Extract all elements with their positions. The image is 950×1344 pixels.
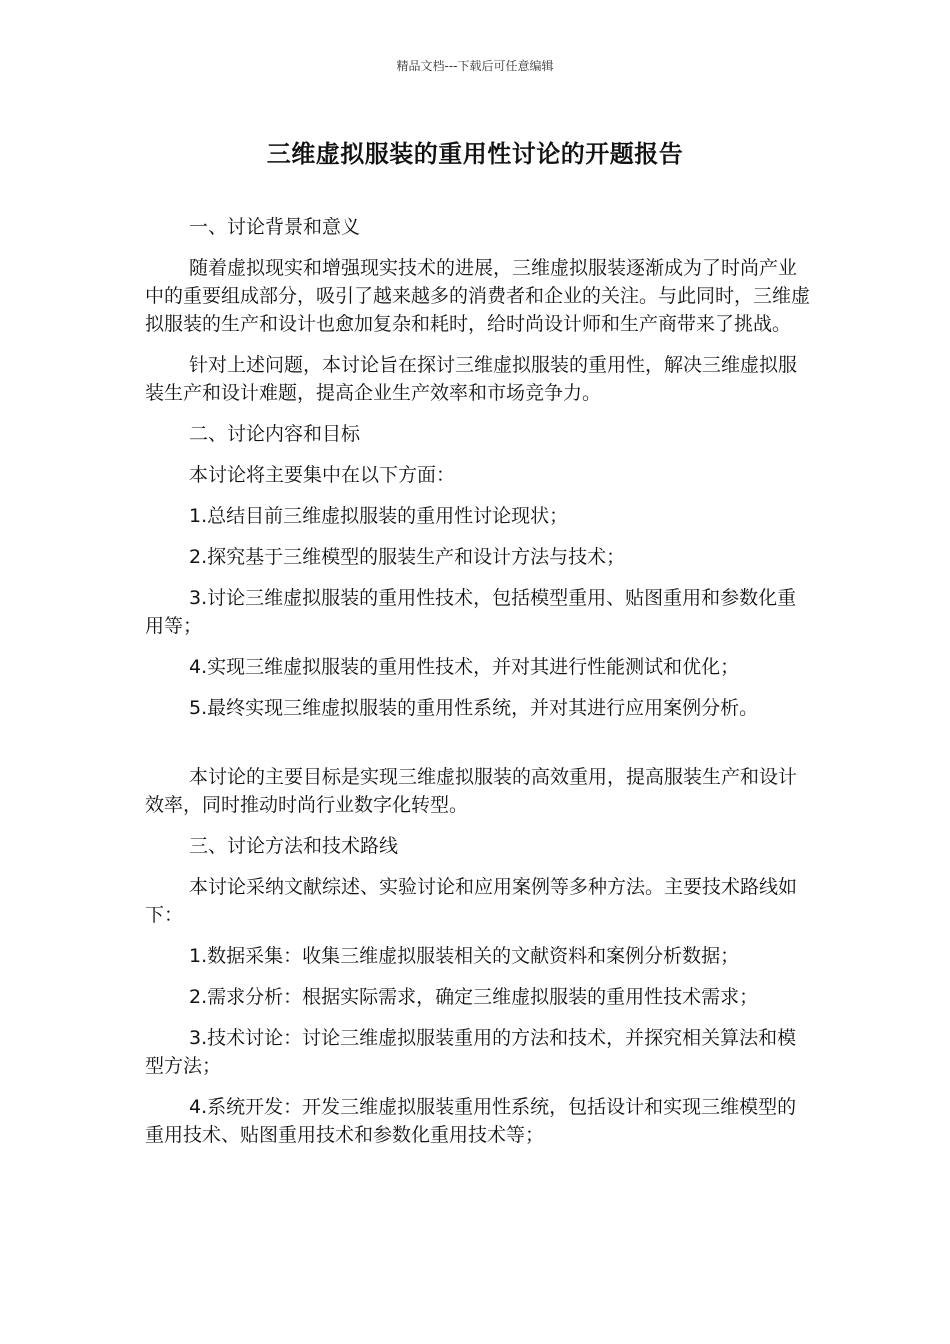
page-title: 三维虚拟服装的重用性讨论的开题报告 [266,140,684,168]
list-item-method-3: 3.技术讨论：讨论三维虚拟服装重用的方法和技术，并探究相关算法和模型方法； [145,1027,797,1077]
paragraph-purpose: 针对上述问题，本讨论旨在探讨三维虚拟服装的重用性，解决三维虚拟服装生产和设计难题，提高企业生产效率和市场竞争力。 [145,354,798,404]
paragraph-focus-intro: 本讨论将主要集中在以下方面： [189,464,456,486]
section-heading-background: 一、讨论背景和意义 [189,216,361,238]
list-item-focus-3: 3.讨论三维虚拟服装的重用性技术，包括模型重用、贴图重用和参数化重用等； [145,587,797,637]
list-item-method-4: 4.系统开发：开发三维虚拟服装重用性系统，包括设计和实现三维模型的重用技术、贴图重用技术和参数化重用技术等； [145,1096,797,1146]
paragraph-background: 随着虚拟现实和增强现实技术的进展，三维虚拟服装逐渐成为了时尚产业中的重要组成部分，吸引了越来越多的消费者和企业的关注。与此同时，三维虚拟服装的生产和设计也愈加复杂和耗时，给时尚设计师和生产商带来了挑战。 [145,257,811,335]
section-heading-content-goals: 二、讨论内容和目标 [189,423,361,445]
list-item-focus-2: 2.探究基于三维模型的服装生产和设计方法与技术； [189,546,626,568]
list-item-focus-5: 5.最终实现三维虚拟服装的重用性系统，并对其进行应用案例分析。 [189,697,759,719]
paragraph-methods-intro: 本讨论采纳文献综述、实验讨论和应用案例等多种方法。主要技术路线如下： [145,876,798,926]
document-body [145,213,810,1162]
header-note: 精品文档---下载后可任意编辑 [396,59,554,73]
section-heading-methods: 三、讨论方法和技术路线 [189,835,399,857]
list-item-focus-1: 1.总结目前三维虚拟服装的重用性讨论现状； [189,505,569,527]
list-item-focus-4: 4.实现三维虚拟服装的重用性技术，并对其进行性能测试和优化； [189,656,740,678]
list-item-method-1: 1.数据采集：收集三维虚拟服装相关的文献资料和案例分析数据； [189,945,740,967]
paragraph-main-goal: 本讨论的主要目标是实现三维虚拟服装的高效重用，提高服装生产和设计效率，同时推动时尚行业数字化转型。 [145,766,798,816]
list-item-method-2: 2.需求分析：根据实际需求，确定三维虚拟服装的重用性技术需求； [189,986,759,1008]
